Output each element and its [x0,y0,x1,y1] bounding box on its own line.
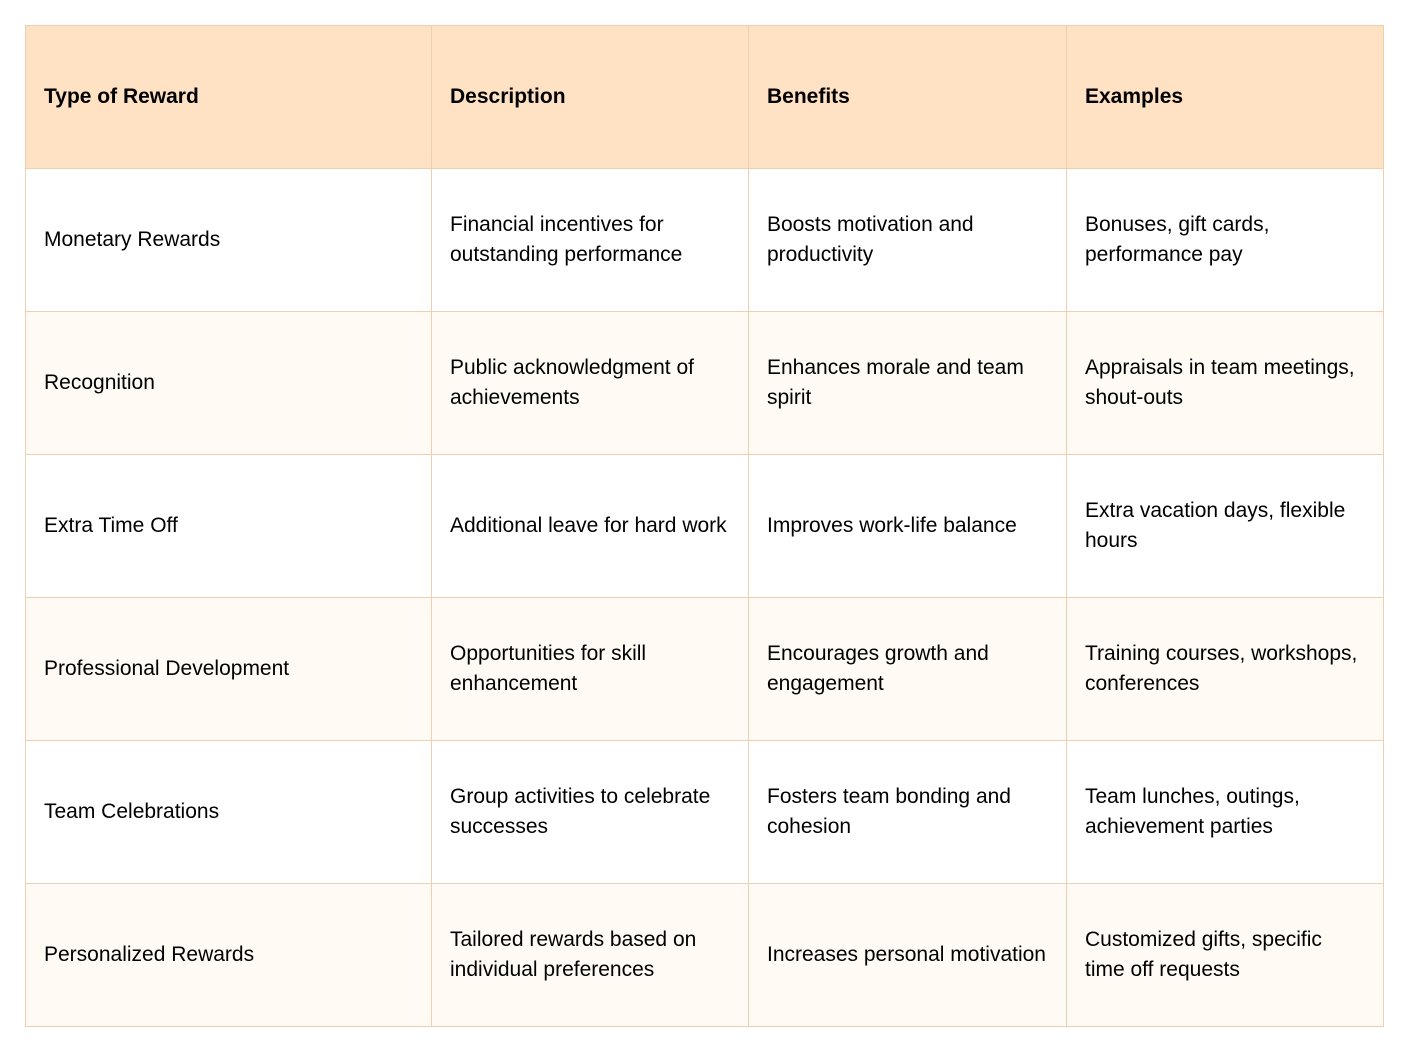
column-header-examples: Examples [1067,26,1384,169]
cell-examples: Extra vacation days, flexible hours [1067,455,1384,598]
cell-type: Extra Time Off [26,455,432,598]
cell-description: Opportunities for skill enhancement [432,598,749,741]
cell-examples: Customized gifts, specific time off requests [1067,884,1384,1027]
cell-description: Tailored rewards based on individual preferences [432,884,749,1027]
cell-description: Group activities to celebrate successes [432,741,749,884]
rewards-table-container [25,25,1383,1027]
table-row [26,598,1384,741]
cell-type: Monetary Rewards [26,169,432,312]
cell-description: Public acknowledgment of achievements [432,312,749,455]
column-header-type: Type of Reward [26,26,432,169]
table-row [26,312,1384,455]
table-row [26,169,1384,312]
cell-benefits: Improves work-life balance [749,455,1067,598]
cell-type: Team Celebrations [26,741,432,884]
cell-examples: Training courses, workshops, conferences [1067,598,1384,741]
table-row [26,884,1384,1027]
cell-benefits: Enhances morale and team spirit [749,312,1067,455]
column-header-benefits: Benefits [749,26,1067,169]
cell-benefits: Increases personal motivation [749,884,1067,1027]
cell-examples: Appraisals in team meetings, shout-outs [1067,312,1384,455]
cell-benefits: Boosts motivation and productivity [749,169,1067,312]
column-header-description: Description [432,26,749,169]
cell-type: Recognition [26,312,432,455]
cell-description: Financial incentives for outstanding performance [432,169,749,312]
cell-description: Additional leave for hard work [432,455,749,598]
cell-benefits: Fosters team bonding and cohesion [749,741,1067,884]
cell-benefits: Encourages growth and engagement [749,598,1067,741]
cell-type: Professional Development [26,598,432,741]
rewards-table [25,25,1384,1027]
cell-examples: Bonuses, gift cards, performance pay [1067,169,1384,312]
cell-examples: Team lunches, outings, achievement parties [1067,741,1384,884]
table-row [26,455,1384,598]
table-row [26,741,1384,884]
cell-type: Personalized Rewards [26,884,432,1027]
table-header-row [26,26,1384,169]
